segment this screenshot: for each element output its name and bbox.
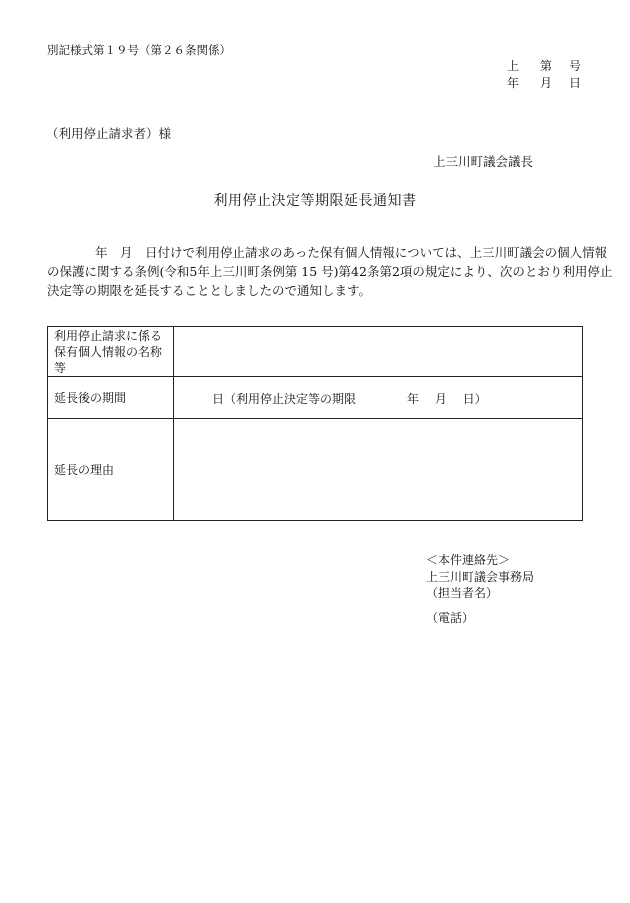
row1-label-line-1: 利用停止請求に係る [54, 328, 163, 343]
body-paragraph [47, 243, 613, 300]
body-line-3: 決定等の期限を延長することとしましたので通知します。 [47, 283, 372, 298]
info-table [47, 326, 583, 521]
ref-month: 月 [540, 76, 553, 90]
body-line-2: の保護に関する条例(令和5年上三川町条例第 15 号)第42条第2項の規定により、次のとおり利用停止 [47, 264, 613, 279]
contact-block [426, 552, 534, 626]
row3-value[interactable] [174, 419, 583, 521]
row1-label [48, 327, 174, 377]
row1-label-line-2: 保有個人情報の名称 [54, 344, 163, 359]
row3-label: 延長の理由 [48, 419, 174, 521]
contact-phone: （電話） [426, 610, 475, 625]
ref-dai: 第 [540, 59, 553, 73]
row1-value[interactable] [174, 327, 583, 377]
row2-label: 延長後の期間 [48, 377, 174, 419]
ref-year: 年 [507, 76, 520, 90]
contact-heading: ＜本件連絡先＞ [426, 553, 511, 567]
document-title: 利用停止決定等期限延長通知書 [213, 193, 417, 209]
table-row [48, 377, 583, 419]
sender: 上三川町議会議長 [433, 154, 534, 169]
row2-value[interactable] [174, 377, 583, 419]
period-text-b: 年 月 日） [407, 392, 487, 406]
table-row [48, 327, 583, 377]
contact-gap [426, 602, 534, 610]
form-number: 別記様式第１９号（第２６条関係） [47, 43, 231, 57]
body-line-1: 年 月 日付けで利用停止請求のあった保有個人情報については、上三川町議会の個人情報 [95, 245, 608, 260]
ref-kami: 上 [507, 59, 520, 73]
recipient: （利用停止請求者）様 [46, 126, 172, 141]
contact-office: 上三川町議会事務局 [426, 569, 535, 584]
table-row [48, 419, 583, 521]
row1-label-line-3: 等 [54, 360, 67, 375]
period-text-a: 日（利用停止決定等の期限 [212, 392, 357, 406]
ref-day: 日 [569, 76, 582, 90]
contact-person: （担当者名） [426, 586, 499, 600]
ref-go: 号 [569, 59, 582, 73]
